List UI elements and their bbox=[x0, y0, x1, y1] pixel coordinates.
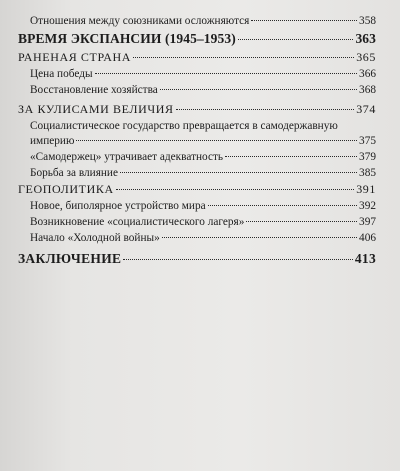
toc-chapter bbox=[18, 50, 376, 67]
toc-part-title: ЗАКЛЮЧЕНИЕ bbox=[18, 251, 122, 266]
toc-entry-title: Новое, биполярное устройство мира bbox=[30, 200, 206, 212]
toc-entry-page: 392 bbox=[359, 200, 376, 212]
dot-leader bbox=[246, 221, 357, 222]
toc-entry-page: 368 bbox=[359, 84, 376, 96]
dot-leader bbox=[123, 259, 353, 260]
toc-entry-page: 366 bbox=[359, 68, 376, 80]
toc-entry-title: Отношения между союзниками осложняются bbox=[30, 15, 250, 27]
dot-leader bbox=[116, 189, 354, 190]
toc-entry bbox=[18, 199, 376, 215]
toc-entry-title-line2: империю bbox=[30, 135, 75, 147]
dot-leader bbox=[133, 57, 354, 58]
toc-entry bbox=[18, 83, 376, 99]
toc-entry-page: 375 bbox=[359, 135, 376, 147]
toc-entry bbox=[18, 14, 376, 30]
toc-part-page: 363 bbox=[355, 31, 376, 46]
dot-leader bbox=[120, 172, 357, 173]
toc-chapter-title: РАНЕНАЯ СТРАНА bbox=[18, 50, 132, 64]
toc-entry bbox=[18, 150, 376, 166]
toc-entry-page: 358 bbox=[359, 15, 376, 27]
toc-part bbox=[18, 250, 376, 270]
toc-chapter-page: 391 bbox=[356, 182, 376, 196]
toc-entry bbox=[18, 67, 376, 83]
toc-entry-title: Начало «Холодной войны» bbox=[30, 232, 160, 244]
toc-chapter bbox=[18, 102, 376, 119]
toc-part-page: 413 bbox=[354, 251, 376, 266]
table-of-contents bbox=[18, 14, 376, 270]
toc-entry-page: 406 bbox=[359, 232, 376, 244]
dot-leader bbox=[208, 205, 357, 206]
toc-part bbox=[18, 30, 376, 50]
toc-entry-title: Восстановление хозяйства bbox=[30, 84, 158, 96]
toc-chapter-title: ЗА КУЛИСАМИ ВЕЛИЧИЯ bbox=[18, 102, 174, 116]
toc-entry-title: «Самодержец» утрачивает адекватность bbox=[30, 151, 224, 163]
toc-entry-title: Возникновение «социалистического лагеря» bbox=[30, 216, 245, 228]
dot-leader bbox=[176, 109, 355, 110]
dot-leader bbox=[251, 20, 357, 21]
toc-entry bbox=[18, 166, 376, 182]
toc-chapter-title: ГЕОПОЛИТИКА bbox=[18, 182, 114, 196]
toc-entry bbox=[18, 215, 376, 231]
dot-leader bbox=[76, 140, 357, 141]
toc-chapter-page: 374 bbox=[356, 102, 376, 116]
toc-entry-title: Борьба за влияние bbox=[30, 167, 118, 179]
toc-entry bbox=[18, 231, 376, 247]
toc-entry-title-line1: Социалистическое государство превращается в самодержавную bbox=[30, 120, 338, 132]
dot-leader bbox=[162, 237, 357, 238]
toc-entry-page: 379 bbox=[359, 151, 376, 163]
dot-leader bbox=[95, 73, 357, 74]
dot-leader bbox=[160, 89, 357, 90]
toc-entry-page: 397 bbox=[359, 216, 376, 228]
dot-leader bbox=[238, 39, 354, 40]
toc-entry-page: 385 bbox=[359, 167, 376, 179]
toc-chapter-page: 365 bbox=[356, 50, 376, 64]
toc-entry-title: Цена победы bbox=[30, 68, 93, 80]
dot-leader bbox=[225, 156, 357, 157]
toc-chapter bbox=[18, 182, 376, 199]
toc-entry-multiline bbox=[18, 119, 376, 150]
toc-part-title: ВРЕМЯ ЭКСПАНСИИ (1945–1953) bbox=[18, 31, 236, 46]
